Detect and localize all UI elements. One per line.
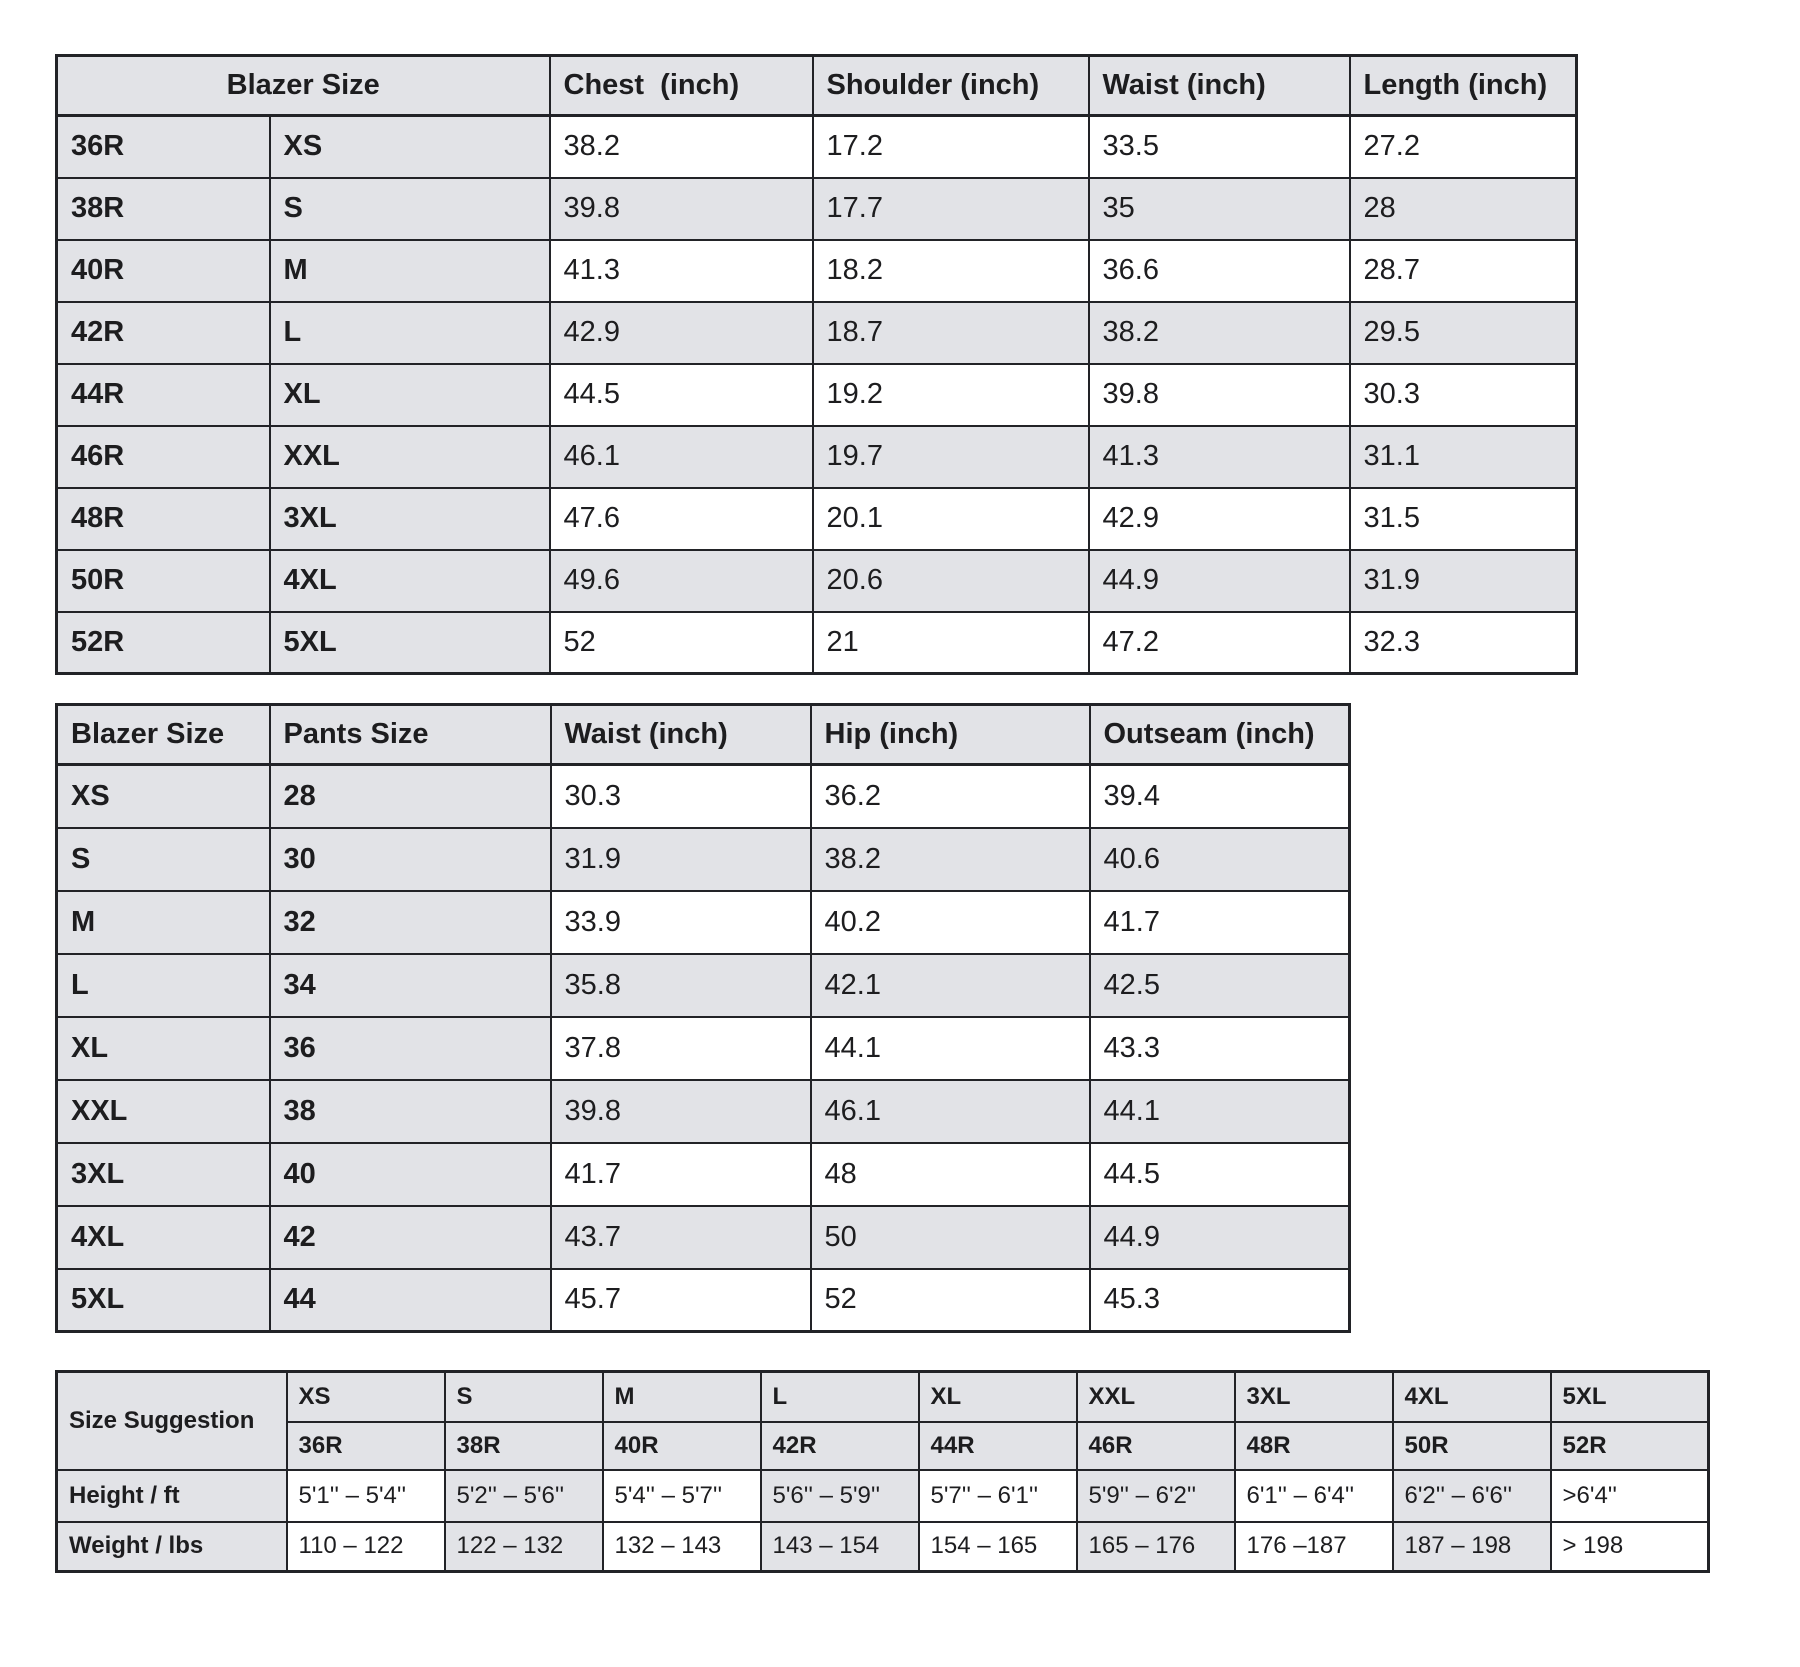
height-cell: 5'1'' – 5'4'' bbox=[287, 1470, 445, 1522]
blazer-size-cell: XS bbox=[57, 765, 270, 828]
blazer-size-cell: XXL bbox=[57, 1080, 270, 1143]
length-cell: 31.1 bbox=[1350, 426, 1577, 488]
numeric-size-header: 50R bbox=[1393, 1422, 1551, 1470]
height-cell: 5'6'' – 5'9'' bbox=[761, 1470, 919, 1522]
hip-cell: 50 bbox=[811, 1206, 1090, 1269]
blazer-size-cell: XL bbox=[57, 1017, 270, 1080]
shoulder-header: Shoulder (inch) bbox=[813, 56, 1089, 116]
shoulder-cell: 20.6 bbox=[813, 550, 1089, 612]
waist-cell: 33.5 bbox=[1089, 116, 1350, 178]
table-row bbox=[57, 1269, 1350, 1332]
hip-header: Hip (inch) bbox=[811, 705, 1090, 765]
outseam-cell: 40.6 bbox=[1090, 828, 1350, 891]
chest-cell: 42.9 bbox=[550, 302, 813, 364]
numeric-size-header: 52R bbox=[1551, 1422, 1709, 1470]
chest-cell: 52 bbox=[550, 612, 813, 674]
intl-size-cell: M bbox=[270, 240, 550, 302]
intl-size-cell: XS bbox=[270, 116, 550, 178]
table-row bbox=[57, 550, 1577, 612]
length-cell: 29.5 bbox=[1350, 302, 1577, 364]
pants-size-cell: 38 bbox=[270, 1080, 551, 1143]
height-cell: 5'2'' – 5'6'' bbox=[445, 1470, 603, 1522]
outseam-cell: 44.9 bbox=[1090, 1206, 1350, 1269]
pants-size-cell: 40 bbox=[270, 1143, 551, 1206]
shoulder-cell: 18.2 bbox=[813, 240, 1089, 302]
height-cell: 5'9'' – 6'2'' bbox=[1077, 1470, 1235, 1522]
blazer-size-cell: 4XL bbox=[57, 1206, 270, 1269]
suggestion-numeric-header-row bbox=[57, 1422, 1709, 1470]
waist-cell: 37.8 bbox=[551, 1017, 811, 1080]
shoulder-cell: 17.2 bbox=[813, 116, 1089, 178]
numeric-size-header: 38R bbox=[445, 1422, 603, 1470]
hip-cell: 46.1 bbox=[811, 1080, 1090, 1143]
table-row bbox=[57, 426, 1577, 488]
chest-cell: 47.6 bbox=[550, 488, 813, 550]
table-row bbox=[57, 612, 1577, 674]
outseam-cell: 44.1 bbox=[1090, 1080, 1350, 1143]
waist-cell: 41.3 bbox=[1089, 426, 1350, 488]
blazer-size-cell: 46R bbox=[57, 426, 270, 488]
blazer-measurements-table bbox=[55, 54, 1578, 675]
blazer-size-cell: 52R bbox=[57, 612, 270, 674]
intl-size-cell: 5XL bbox=[270, 612, 550, 674]
alpha-size-header: M bbox=[603, 1372, 761, 1422]
hip-cell: 36.2 bbox=[811, 765, 1090, 828]
waist-cell: 36.6 bbox=[1089, 240, 1350, 302]
blazer-size-cell: 3XL bbox=[57, 1143, 270, 1206]
pants-size-cell: 30 bbox=[270, 828, 551, 891]
weight-cell: > 198 bbox=[1551, 1522, 1709, 1572]
blazer-size-cell: 50R bbox=[57, 550, 270, 612]
shoulder-cell: 17.7 bbox=[813, 178, 1089, 240]
alpha-size-header: 3XL bbox=[1235, 1372, 1393, 1422]
intl-size-cell: S bbox=[270, 178, 550, 240]
intl-size-cell: 3XL bbox=[270, 488, 550, 550]
chest-cell: 49.6 bbox=[550, 550, 813, 612]
pants-measurements-table bbox=[55, 703, 1351, 1333]
numeric-size-header: 46R bbox=[1077, 1422, 1235, 1470]
size-suggestion-table bbox=[55, 1370, 1710, 1573]
weight-cell: 187 – 198 bbox=[1393, 1522, 1551, 1572]
pants-size-cell: 44 bbox=[270, 1269, 551, 1332]
table-row bbox=[57, 240, 1577, 302]
outseam-cell: 44.5 bbox=[1090, 1143, 1350, 1206]
length-header: Length (inch) bbox=[1350, 56, 1577, 116]
height-label: Height / ft bbox=[57, 1470, 287, 1522]
length-cell: 28 bbox=[1350, 178, 1577, 240]
height-cell: 5'4'' – 5'7'' bbox=[603, 1470, 761, 1522]
length-cell: 30.3 bbox=[1350, 364, 1577, 426]
intl-size-cell: 4XL bbox=[270, 550, 550, 612]
hip-cell: 48 bbox=[811, 1143, 1090, 1206]
chest-cell: 44.5 bbox=[550, 364, 813, 426]
waist-cell: 47.2 bbox=[1089, 612, 1350, 674]
chest-cell: 39.8 bbox=[550, 178, 813, 240]
blazer-size-cell: 5XL bbox=[57, 1269, 270, 1332]
hip-cell: 44.1 bbox=[811, 1017, 1090, 1080]
waist-header: Waist (inch) bbox=[1089, 56, 1350, 116]
blazer-size-cell: L bbox=[57, 954, 270, 1017]
blazer-table-header-row bbox=[57, 56, 1577, 116]
size-suggestion-label: Size Suggestion bbox=[57, 1372, 287, 1470]
numeric-size-header: 40R bbox=[603, 1422, 761, 1470]
waist-cell: 33.9 bbox=[551, 891, 811, 954]
outseam-cell: 41.7 bbox=[1090, 891, 1350, 954]
pants-size-cell: 34 bbox=[270, 954, 551, 1017]
waist-cell: 44.9 bbox=[1089, 550, 1350, 612]
pants-size-cell: 36 bbox=[270, 1017, 551, 1080]
table-row bbox=[57, 178, 1577, 240]
alpha-size-header: XS bbox=[287, 1372, 445, 1422]
table-row bbox=[57, 828, 1350, 891]
weight-cell: 122 – 132 bbox=[445, 1522, 603, 1572]
hip-cell: 42.1 bbox=[811, 954, 1090, 1017]
weight-cell: 176 –187 bbox=[1235, 1522, 1393, 1572]
height-cell: >6'4'' bbox=[1551, 1470, 1709, 1522]
alpha-size-header: XXL bbox=[1077, 1372, 1235, 1422]
alpha-size-header: 5XL bbox=[1551, 1372, 1709, 1422]
hip-cell: 40.2 bbox=[811, 891, 1090, 954]
numeric-size-header: 42R bbox=[761, 1422, 919, 1470]
length-cell: 31.5 bbox=[1350, 488, 1577, 550]
blazer-size-cell: M bbox=[57, 891, 270, 954]
pants-size-header: Pants Size bbox=[270, 705, 551, 765]
shoulder-cell: 19.2 bbox=[813, 364, 1089, 426]
weight-cell: 110 – 122 bbox=[287, 1522, 445, 1572]
table-row bbox=[57, 891, 1350, 954]
chest-cell: 41.3 bbox=[550, 240, 813, 302]
table-row bbox=[57, 1206, 1350, 1269]
shoulder-cell: 21 bbox=[813, 612, 1089, 674]
blazer-size-header: Blazer Size bbox=[57, 705, 270, 765]
waist-cell: 43.7 bbox=[551, 1206, 811, 1269]
height-cell: 5'7'' – 6'1'' bbox=[919, 1470, 1077, 1522]
waist-cell: 38.2 bbox=[1089, 302, 1350, 364]
table-row bbox=[57, 1017, 1350, 1080]
pants-size-cell: 28 bbox=[270, 765, 551, 828]
length-cell: 31.9 bbox=[1350, 550, 1577, 612]
chest-cell: 46.1 bbox=[550, 426, 813, 488]
outseam-cell: 42.5 bbox=[1090, 954, 1350, 1017]
weight-cell: 132 – 143 bbox=[603, 1522, 761, 1572]
waist-cell: 35.8 bbox=[551, 954, 811, 1017]
blazer-size-cell: 44R bbox=[57, 364, 270, 426]
blazer-size-cell: 36R bbox=[57, 116, 270, 178]
weight-cell: 154 – 165 bbox=[919, 1522, 1077, 1572]
alpha-size-header: XL bbox=[919, 1372, 1077, 1422]
intl-size-cell: XL bbox=[270, 364, 550, 426]
waist-cell: 39.8 bbox=[551, 1080, 811, 1143]
length-cell: 28.7 bbox=[1350, 240, 1577, 302]
blazer-size-cell: 42R bbox=[57, 302, 270, 364]
height-row bbox=[57, 1470, 1709, 1522]
blazer-size-cell: 40R bbox=[57, 240, 270, 302]
intl-size-cell: L bbox=[270, 302, 550, 364]
length-cell: 27.2 bbox=[1350, 116, 1577, 178]
outseam-cell: 39.4 bbox=[1090, 765, 1350, 828]
blazer-size-cell: 38R bbox=[57, 178, 270, 240]
pants-size-cell: 42 bbox=[270, 1206, 551, 1269]
waist-cell: 31.9 bbox=[551, 828, 811, 891]
alpha-size-header: L bbox=[761, 1372, 919, 1422]
shoulder-cell: 19.7 bbox=[813, 426, 1089, 488]
blazer-size-cell: 48R bbox=[57, 488, 270, 550]
waist-cell: 42.9 bbox=[1089, 488, 1350, 550]
chest-cell: 38.2 bbox=[550, 116, 813, 178]
table-row bbox=[57, 364, 1577, 426]
outseam-header: Outseam (inch) bbox=[1090, 705, 1350, 765]
waist-cell: 45.7 bbox=[551, 1269, 811, 1332]
outseam-cell: 45.3 bbox=[1090, 1269, 1350, 1332]
height-cell: 6'1'' – 6'4'' bbox=[1235, 1470, 1393, 1522]
alpha-size-header: S bbox=[445, 1372, 603, 1422]
waist-header: Waist (inch) bbox=[551, 705, 811, 765]
table-row bbox=[57, 1143, 1350, 1206]
hip-cell: 38.2 bbox=[811, 828, 1090, 891]
weight-cell: 143 – 154 bbox=[761, 1522, 919, 1572]
blazer-size-header: Blazer Size bbox=[57, 56, 550, 116]
shoulder-cell: 18.7 bbox=[813, 302, 1089, 364]
numeric-size-header: 36R bbox=[287, 1422, 445, 1470]
alpha-size-header: 4XL bbox=[1393, 1372, 1551, 1422]
table-row bbox=[57, 302, 1577, 364]
weight-cell: 165 – 176 bbox=[1077, 1522, 1235, 1572]
waist-cell: 35 bbox=[1089, 178, 1350, 240]
chest-header: Chest (inch) bbox=[550, 56, 813, 116]
table-row bbox=[57, 954, 1350, 1017]
numeric-size-header: 48R bbox=[1235, 1422, 1393, 1470]
table-row bbox=[57, 488, 1577, 550]
intl-size-cell: XXL bbox=[270, 426, 550, 488]
table-row bbox=[57, 765, 1350, 828]
waist-cell: 30.3 bbox=[551, 765, 811, 828]
blazer-size-cell: S bbox=[57, 828, 270, 891]
waist-cell: 41.7 bbox=[551, 1143, 811, 1206]
suggestion-alpha-header-row bbox=[57, 1372, 1709, 1422]
weight-label: Weight / lbs bbox=[57, 1522, 287, 1572]
height-cell: 6'2'' – 6'6'' bbox=[1393, 1470, 1551, 1522]
hip-cell: 52 bbox=[811, 1269, 1090, 1332]
table-row bbox=[57, 116, 1577, 178]
pants-table-header-row bbox=[57, 705, 1350, 765]
shoulder-cell: 20.1 bbox=[813, 488, 1089, 550]
numeric-size-header: 44R bbox=[919, 1422, 1077, 1470]
length-cell: 32.3 bbox=[1350, 612, 1577, 674]
weight-row bbox=[57, 1522, 1709, 1572]
pants-size-cell: 32 bbox=[270, 891, 551, 954]
outseam-cell: 43.3 bbox=[1090, 1017, 1350, 1080]
waist-cell: 39.8 bbox=[1089, 364, 1350, 426]
table-row bbox=[57, 1080, 1350, 1143]
